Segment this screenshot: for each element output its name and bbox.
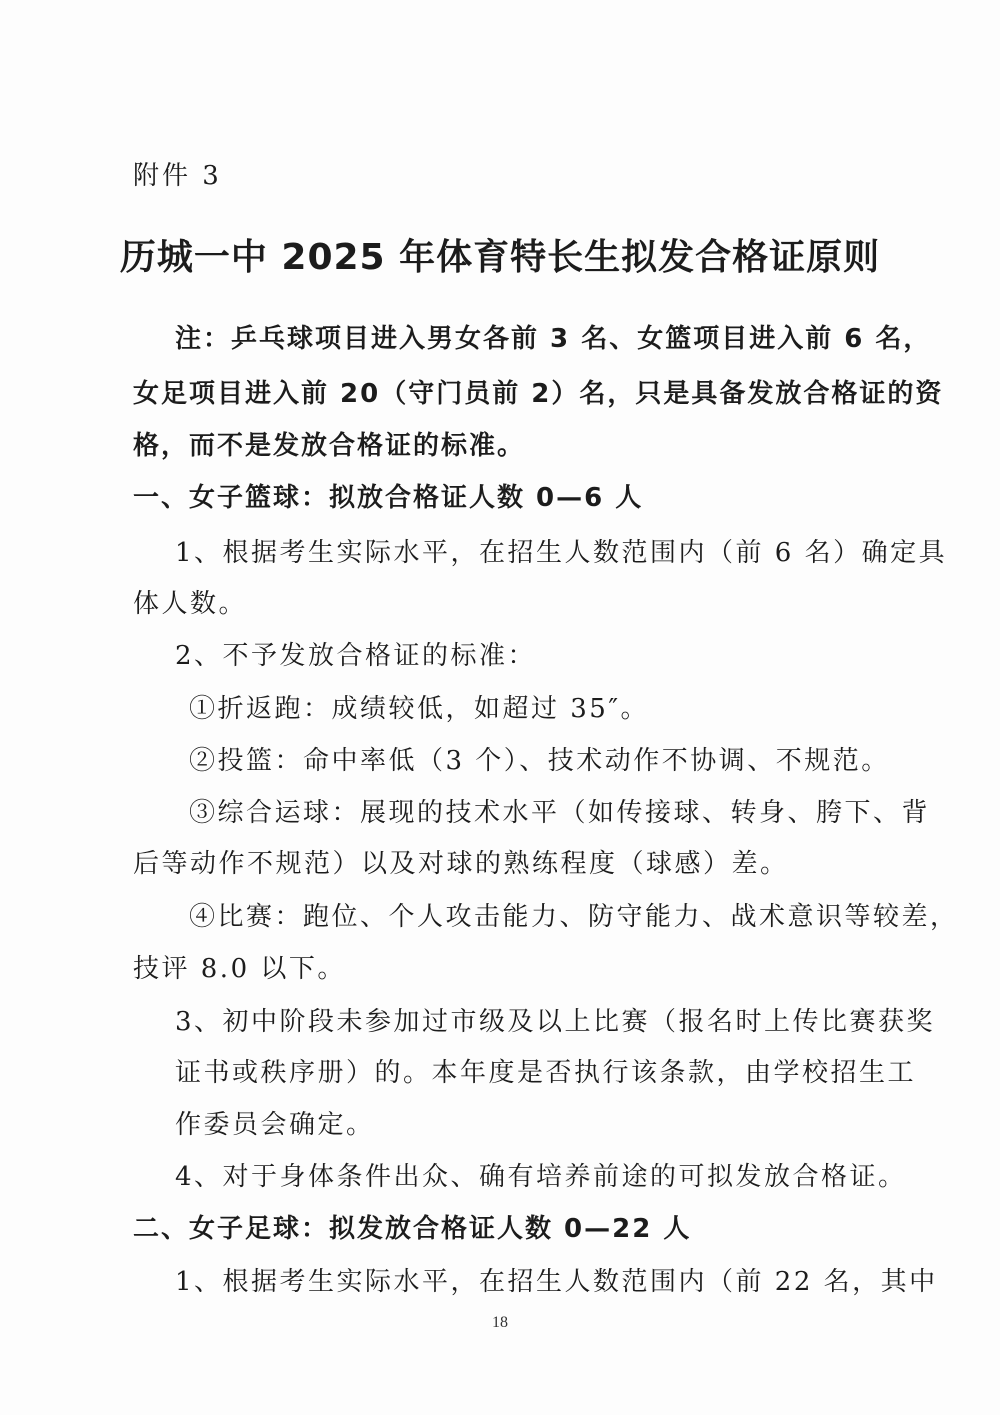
- note-line: 女足项目进入前 20（守门员前 2）名，只是具备发放合格证的资: [133, 379, 944, 409]
- note-line: 注：乒乓球项目进入男女各前 3 名、女篮项目进入前 6 名，: [175, 324, 932, 354]
- paragraph-line: 作委员会确定。: [175, 1110, 375, 1140]
- criterion-shuttle-run: ①折返跑：成绩较低，如超过 35″。: [189, 694, 650, 724]
- note-line: 格，而不是发放合格证的标准。: [133, 431, 526, 461]
- attachment-label: 附件 3: [133, 161, 222, 191]
- paragraph-line: 证书或秩序册）的。本年度是否执行该条款，由学校招生工: [175, 1058, 917, 1088]
- criterion-match: ④比赛：跑位、个人攻击能力、防守能力、战术意识等较差，: [189, 902, 959, 932]
- criteria-heading: 2、不予发放合格证的标准：: [175, 641, 537, 671]
- section-heading-basketball: 一、女子篮球：拟放合格证人数 0—6 人: [133, 483, 644, 513]
- criterion-shooting: ②投篮：命中率低（3 个）、技术动作不协调、不规范。: [189, 746, 890, 776]
- paragraph-line: 体人数。: [133, 589, 248, 619]
- paragraph-line: 1、根据考生实际水平，在招生人数范围内（前 22 名，其中: [175, 1267, 938, 1297]
- section-heading-football: 二、女子足球：拟发放合格证人数 0—22 人: [133, 1214, 692, 1244]
- criterion-match: 技评 8.0 以下。: [133, 954, 346, 984]
- criterion-dribbling: ③综合运球：展现的技术水平（如传接球、转身、胯下、背: [189, 798, 931, 828]
- document-title: 历城一中 2025 年体育特长生拟发合格证原则: [119, 237, 881, 278]
- criterion-dribbling: 后等动作不规范）以及对球的熟练程度（球感）差。: [133, 849, 789, 879]
- paragraph-line: 4、对于身体条件出众、确有培养前途的可拟发放合格证。: [175, 1162, 907, 1192]
- paragraph-line: 3、初中阶段未参加过市级及以上比赛（报名时上传比赛获奖: [175, 1007, 936, 1037]
- page-number: 18: [492, 1314, 508, 1331]
- paragraph-line: 1、根据考生实际水平，在招生人数范围内（前 6 名）确定具: [175, 538, 948, 568]
